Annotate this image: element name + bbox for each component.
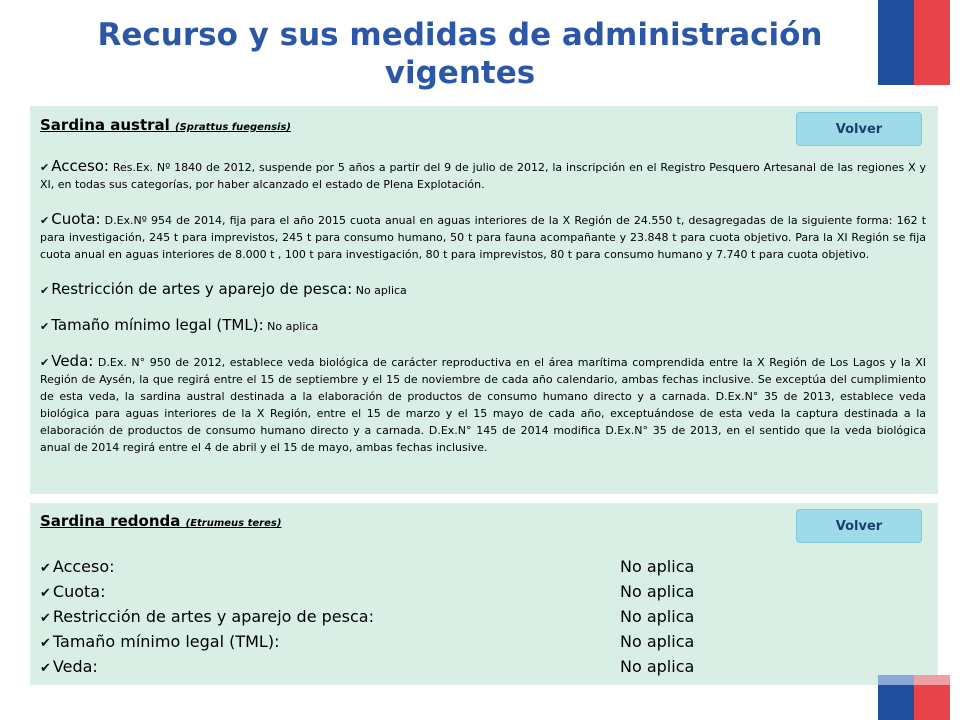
volver-button[interactable]: Volver [796, 112, 922, 146]
species-scientific-name: (Etrumeus teres) [185, 518, 282, 529]
list-item [40, 555, 740, 580]
item-label: Restricción de artes y aparejo de pesca: [52, 607, 374, 626]
item-text: Res.Ex. Nº 1840 de 2012, suspende por 5 años a partir del 9 de julio de 2012, la inscripción en el Registro Pesquero Artesanal de las regiones X y XI, en todas sus categorías, por haber alcanzado el estado de Plena Explotación. [40, 161, 926, 191]
check-icon: ✔ [40, 214, 50, 227]
item-label: Restricción de artes y aparejo de pesca: [51, 280, 353, 298]
list-item-acceso [40, 158, 926, 193]
item-label: Acceso: [52, 557, 115, 576]
list-item-tml [40, 317, 926, 335]
chile-flag-footer-logo [878, 675, 950, 720]
item-label: Veda: [51, 352, 94, 370]
list-item [40, 605, 740, 630]
check-icon: ✔ [40, 284, 50, 297]
page-title: Recurso y sus medidas de administración vigentes [97, 17, 823, 91]
chile-flag-logo [878, 0, 950, 85]
item-value: No aplica [620, 582, 695, 601]
item-label: Tamaño mínimo legal (TML): [51, 316, 264, 334]
species-name: Sardina redonda [40, 512, 181, 530]
check-icon: ✔ [40, 636, 51, 651]
list-item [40, 580, 740, 605]
check-icon: ✔ [40, 320, 50, 333]
list-item-veda [40, 353, 926, 456]
species-scientific-name: (Sprattus fuegensis) [175, 122, 291, 133]
species-name: Sardina austral [40, 116, 170, 134]
list-item [40, 630, 740, 655]
sardina-austral-panel [30, 106, 938, 494]
item-value: No aplica [620, 607, 695, 626]
check-icon: ✔ [40, 356, 50, 369]
measures-list [40, 555, 740, 680]
check-icon: ✔ [40, 586, 51, 601]
list-item [40, 655, 740, 680]
item-label: Cuota: [52, 582, 106, 601]
species-title [40, 512, 281, 530]
check-icon: ✔ [40, 561, 51, 576]
measures-list [40, 158, 926, 456]
item-value: No aplica [620, 632, 695, 651]
item-value: No aplica [620, 557, 695, 576]
check-icon: ✔ [40, 161, 50, 174]
list-item-cuota [40, 211, 926, 263]
item-text: No aplica [267, 320, 319, 333]
list-item-restriccion [40, 281, 926, 299]
check-icon: ✔ [40, 661, 51, 676]
species-title [40, 116, 291, 134]
item-label: Acceso: [51, 157, 109, 175]
item-label: Cuota: [51, 210, 101, 228]
item-value: No aplica [620, 657, 695, 676]
item-label: Tamaño mínimo legal (TML): [52, 632, 280, 651]
sardina-redonda-panel [30, 503, 938, 685]
check-icon: ✔ [40, 611, 51, 626]
item-text: No aplica [355, 284, 407, 297]
item-text: D.Ex. N° 950 de 2012, establece veda biológica de carácter reproductiva en el área marítima comprendida entre la X Región de Los Lagos y la XI Región de Aysén, la que regirá entre el 15 de septiembre y el 15 de noviembre de cada año calendario, ambas fechas inclusive. Se exceptúa del cumplimiento de esta veda, la sardina austral destinada a la elaboración de productos de consumo humano directo y a carnada. D.Ex.N° 35 de 2013, establece veda biológica para aguas interiores de la X Región, entre el 15 de marzo y el 15 mayo de cada año, exceptuándose de esta veda la captura destinada a la elaboración de productos de consumo humano directo y a carnada. D.Ex.N° 145 de 2014 modifica D.Ex.N° 35 de 2013, en el sentido que la veda biológica anual de 2014 regirá entre el 4 de abril y el 15 de mayo, ambas fechas inclusive. [40, 356, 926, 454]
volver-button[interactable]: Volver [796, 509, 922, 543]
item-label: Veda: [52, 657, 98, 676]
item-text: D.Ex.Nº 954 de 2014, fija para el año 2015 cuota anual en aguas interiores de la X Región de 24.550 t, desagregadas de la siguiente forma: 162 t para investigación, 245 t para imprevistos, 245 t para consumo humano, 50 t para fauna acompañante y 23.848 t para cuota objetivo. Para la XI Región se fija cuota anual en aguas interiores de 8.000 t , 100 t para investigación, 80 t para imprevistos, 80 t para consumo humano y 7.740 t para cuota objetivo. [40, 214, 927, 261]
